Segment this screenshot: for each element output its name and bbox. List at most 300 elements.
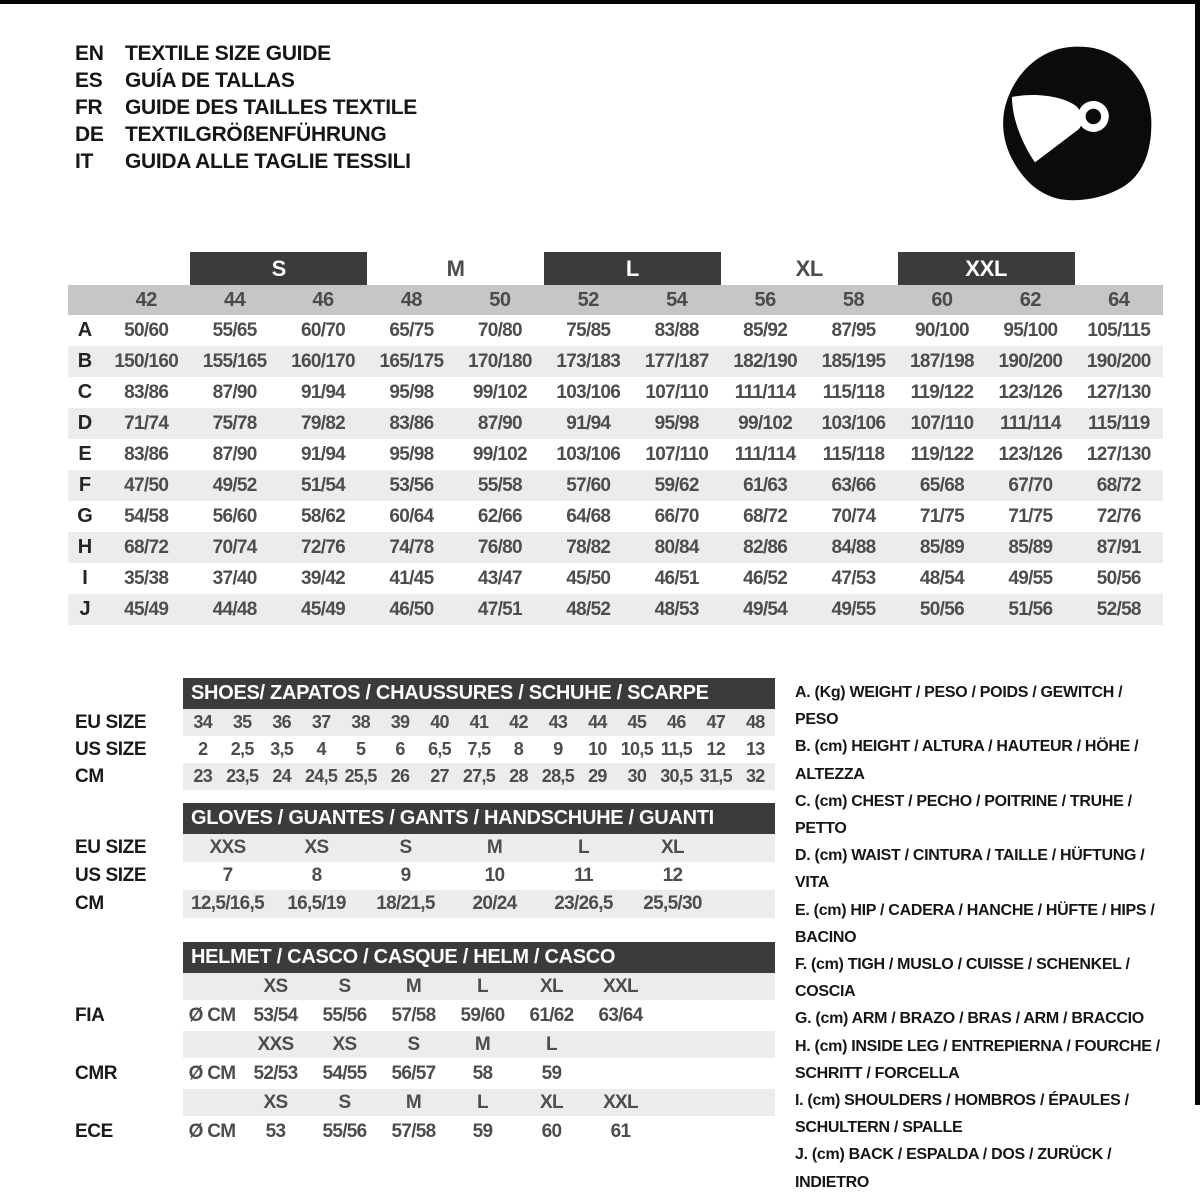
- measurement-value: 79/82: [301, 412, 346, 434]
- measurement-value: 150/160: [114, 350, 179, 372]
- size-value: 28: [509, 766, 528, 786]
- size-value: 6: [395, 739, 405, 759]
- legend-item: J. (cm) BACK / ESPALDA / DOS / ZURÜCK / INDIETRO: [795, 1146, 1112, 1191]
- measurement-value: 177/187: [644, 350, 709, 372]
- size-column-header: 50: [489, 288, 511, 311]
- measurement-value: 123/126: [998, 381, 1063, 403]
- measurement-value: 74/78: [389, 536, 434, 558]
- size-value: 12: [706, 739, 726, 759]
- measurement-value: 99/102: [472, 381, 527, 403]
- measurement-value: 51/54: [301, 474, 346, 496]
- helmet-size-label: M: [474, 1033, 491, 1055]
- helmet-size-label: L: [477, 975, 488, 997]
- measurement-value: 50/56: [1096, 567, 1141, 589]
- shoes-row: [68, 736, 775, 763]
- diameter-unit: Ø CM: [188, 1062, 236, 1084]
- gloves-row: [68, 834, 775, 862]
- shoes-title-bar: SHOES/ ZAPATOS / CHAUSSURES / SCHUHE / SCARPE: [183, 678, 775, 709]
- size-group-header: [68, 252, 1163, 285]
- helmet-value: 59/60: [460, 1004, 505, 1026]
- spacer: [68, 803, 183, 834]
- measurement-value: 72/76: [301, 536, 346, 558]
- size-value: 34: [193, 712, 213, 732]
- measurement-rows: [68, 315, 1163, 625]
- helmet-value: 58: [472, 1062, 493, 1084]
- shoes-values: [183, 709, 775, 736]
- measurement-value: 50/60: [124, 319, 169, 341]
- measurement-value: 83/86: [389, 412, 434, 434]
- measurement-value: 105/115: [1087, 319, 1151, 341]
- size-value: 27,5: [462, 766, 496, 786]
- measurement-value: 68/72: [1096, 474, 1141, 496]
- helmet-values: [183, 1000, 775, 1031]
- row-label: US SIZE: [75, 738, 147, 760]
- measurement-value: 47/50: [124, 474, 169, 496]
- measurement-value: 65/75: [389, 319, 434, 341]
- size-value: 42: [509, 712, 528, 732]
- size-column-header: 60: [931, 288, 953, 311]
- shoes-rows: [68, 709, 775, 790]
- size-value: 10: [484, 865, 505, 886]
- gloves-rows: [68, 834, 775, 918]
- gloves-table: [68, 803, 775, 918]
- helmet-value: 61/62: [529, 1004, 574, 1026]
- helmet-value: 63/64: [598, 1004, 643, 1026]
- legend-item: D. (cm) WAIST / CINTURA / TAILLE / HÜFTUNG / VITA: [795, 847, 1145, 892]
- size-value: 43: [548, 712, 568, 732]
- helmet-size-row-fia: [68, 973, 775, 1000]
- size-value: M: [486, 837, 503, 858]
- measurement-value: 48/54: [919, 567, 964, 589]
- helmet-size-label: S: [338, 1091, 351, 1113]
- gloves-values: [183, 862, 775, 890]
- size-value: 13: [745, 739, 765, 759]
- measurement-value: 107/110: [645, 381, 709, 403]
- measurement-value: 111/114: [734, 381, 796, 403]
- helmet-size-label: M: [405, 1091, 422, 1113]
- size-value: 27: [430, 766, 449, 786]
- gloves-values: [183, 834, 775, 862]
- measurement-row-c: [68, 377, 1163, 408]
- measurement-value: 61/63: [743, 474, 788, 496]
- measurement-value: 45/50: [566, 567, 611, 589]
- helmet-size-labels: [183, 1089, 775, 1116]
- measurement-value: 75/78: [212, 412, 257, 434]
- size-value: 32: [745, 766, 765, 786]
- measurement-value: 84/88: [831, 536, 876, 558]
- measurement-row-i: [68, 563, 1163, 594]
- measurement-value: 68/72: [124, 536, 169, 558]
- measurement-value: 155/165: [202, 350, 267, 372]
- size-column-header: 58: [842, 288, 865, 311]
- measurement-value: 62/66: [477, 505, 522, 527]
- measurement-value: 190/200: [1086, 350, 1151, 372]
- measurement-value: 123/126: [998, 443, 1063, 465]
- language-row: [75, 94, 417, 121]
- size-value: 11,5: [660, 739, 692, 759]
- language-row: [75, 148, 417, 175]
- measurement-value: 60/70: [301, 319, 346, 341]
- language-row: [75, 121, 417, 148]
- measurement-row-a: [68, 315, 1163, 346]
- size-value: 45: [627, 712, 647, 732]
- size-value: XL: [661, 837, 684, 858]
- size-group-s: S: [190, 252, 367, 285]
- size-value: 5: [355, 739, 366, 759]
- row-letter: D: [77, 412, 93, 434]
- measurement-value: 47/51: [477, 598, 522, 620]
- language-title: TEXTILGRÖßENFÜHRUNG: [125, 123, 387, 146]
- row-label: CM: [75, 893, 104, 914]
- size-value: 12,5/16,5: [191, 893, 264, 914]
- language-title: GUIDE DES TAILLES TEXTILE: [125, 96, 417, 119]
- measurement-value: 83/86: [124, 443, 169, 465]
- size-group-xl: XL: [795, 255, 824, 281]
- measurement-value: 55/58: [477, 474, 522, 496]
- measurement-value: 37/40: [212, 567, 257, 589]
- shoes-table: [68, 678, 775, 790]
- measurement-row-f: [68, 470, 1163, 501]
- helmet-size-label: XS: [263, 975, 288, 997]
- size-column-header: 56: [754, 288, 776, 311]
- measurement-value: 87/90: [477, 412, 522, 434]
- language-code: IT: [75, 150, 94, 173]
- measurement-value: 68/72: [743, 505, 788, 527]
- helmet-size-label: S: [407, 1033, 420, 1055]
- measurement-value: 85/89: [919, 536, 964, 558]
- measurement-value: 99/102: [472, 443, 527, 465]
- measurement-value: 71/74: [124, 412, 169, 434]
- row-letter: E: [78, 443, 92, 465]
- header: [0, 0, 1200, 212]
- helmet-value: 61: [610, 1120, 631, 1142]
- measurement-value: 83/86: [124, 381, 169, 403]
- row-label: US SIZE: [75, 865, 147, 886]
- helmet-size-label: XL: [540, 1091, 563, 1113]
- size-value: 25,5/30: [643, 893, 702, 914]
- measurement-value: 185/195: [821, 350, 886, 372]
- size-value: 44: [588, 712, 607, 732]
- size-value: 39: [390, 712, 410, 732]
- size-value: 24: [272, 766, 291, 786]
- measurement-value: 119/122: [910, 443, 974, 465]
- measurement-value: 87/90: [212, 381, 257, 403]
- textile-size-table: [68, 252, 1163, 625]
- size-value: 18/21,5: [376, 893, 435, 914]
- measurement-value: 43/47: [477, 567, 522, 589]
- helmet-data-row-ece: [68, 1116, 775, 1147]
- row-letter: C: [77, 381, 93, 403]
- size-group-l: L: [544, 252, 721, 285]
- size-group-m: M: [446, 255, 465, 281]
- size-value: 23: [193, 766, 213, 786]
- measurement-legend: [775, 678, 1163, 1196]
- size-value: 6,5: [428, 739, 451, 759]
- measurement-value: 71/75: [919, 505, 964, 527]
- size-value: 40: [430, 712, 449, 732]
- measurement-value: 57/60: [566, 474, 611, 496]
- measurement-value: 107/110: [645, 443, 709, 465]
- language-code: EN: [75, 42, 104, 65]
- helmet-size-label: M: [405, 975, 422, 997]
- measurement-value: 44/48: [212, 598, 257, 620]
- language-code: FR: [75, 96, 103, 119]
- language-row: [75, 67, 417, 94]
- measurement-value: 78/82: [566, 536, 611, 558]
- spacer: [68, 1089, 183, 1116]
- shoes-values: [183, 763, 775, 790]
- size-value: 23,5: [226, 766, 259, 786]
- measurement-row-b: [68, 346, 1163, 377]
- measurement-value: 103/106: [556, 443, 621, 465]
- helmet-size-label: XXL: [603, 1091, 638, 1113]
- spacer: [68, 1031, 183, 1058]
- measurement-value: 45/49: [124, 598, 169, 620]
- helmet-value: 56/57: [391, 1062, 436, 1084]
- measurement-value: 91/94: [301, 381, 346, 403]
- measurement-value: 82/86: [743, 536, 788, 558]
- row-letter: F: [78, 474, 92, 496]
- spacer: [68, 678, 183, 709]
- measurement-value: 47/53: [831, 567, 876, 589]
- size-value: 38: [351, 712, 370, 732]
- measurement-value: 60/64: [389, 505, 434, 527]
- measurement-value: 76/80: [477, 536, 522, 558]
- helmet-values: [183, 1058, 775, 1089]
- gloves-row: [68, 862, 775, 890]
- corner-cell: [68, 285, 102, 315]
- shoes-values: [183, 736, 775, 763]
- empty-cell: [586, 1058, 655, 1089]
- measurement-value: 119/122: [910, 381, 974, 403]
- size-value: 24,5: [305, 766, 338, 786]
- measurement-value: 35/38: [124, 567, 169, 589]
- measurement-value: 59/62: [654, 474, 699, 496]
- row-label: EU SIZE: [75, 837, 147, 858]
- diameter-unit: Ø CM: [188, 1120, 236, 1142]
- row-label: CM: [75, 765, 104, 787]
- size-value: 48: [745, 712, 765, 732]
- measurement-value: 99/102: [738, 412, 793, 434]
- helmet-value: 54/55: [322, 1062, 367, 1084]
- size-value: 35: [232, 712, 252, 732]
- row-letter: I: [82, 567, 88, 589]
- standard-label: ECE: [75, 1120, 113, 1142]
- measurement-value: 87/91: [1096, 536, 1141, 558]
- helmet-value: 59: [541, 1062, 562, 1084]
- legend-item: F. (cm) TIGH / MUSLO / CUISSE / SCHENKEL / COSCIA: [795, 956, 1130, 1001]
- spacer-cell: [183, 1089, 241, 1116]
- helmet-size-label: XXS: [257, 1033, 294, 1055]
- standard-label: FIA: [75, 1004, 105, 1026]
- measurement-row-g: [68, 501, 1163, 532]
- measurement-value: 182/190: [733, 350, 797, 372]
- measurement-value: 46/51: [654, 567, 699, 589]
- language-title: GUÍA DE TALLAS: [125, 69, 295, 92]
- row-letter: A: [77, 319, 93, 341]
- row-letter: H: [77, 536, 93, 558]
- size-value: 4: [316, 739, 326, 759]
- row-letter: J: [79, 598, 91, 620]
- measurement-value: 48/53: [654, 598, 699, 620]
- empty-cell: [586, 1031, 655, 1058]
- helmet-size-row-ece: [68, 1089, 775, 1116]
- legend-item: H. (cm) INSIDE LEG / ENTREPIERNA / FOURCHE / SCHRITT / FORCELLA: [795, 1037, 1160, 1082]
- size-value: 29: [588, 766, 607, 786]
- measurement-row-h: [68, 532, 1163, 563]
- helmet-value: 53: [265, 1120, 286, 1142]
- bottom-section: [68, 678, 1163, 1196]
- shoes-row: [68, 709, 775, 736]
- measurement-value: 111/114: [1000, 412, 1061, 434]
- size-value: 26: [390, 766, 410, 786]
- size-column-header: 44: [223, 288, 246, 311]
- measurement-row-e: [68, 439, 1163, 470]
- helmet-value: 52/53: [253, 1062, 298, 1084]
- helmet-size-label: XXL: [603, 975, 638, 997]
- photo-edge-top: [0, 0, 1200, 4]
- measurement-value: 103/106: [821, 412, 886, 434]
- gloves-row: [68, 890, 775, 918]
- measurement-value: 83/88: [654, 319, 699, 341]
- size-value: 2: [198, 739, 208, 759]
- measurement-value: 173/183: [556, 350, 621, 372]
- row-letter: B: [77, 350, 93, 372]
- size-value: 11: [574, 865, 593, 886]
- language-title: TEXTILE SIZE GUIDE: [125, 42, 331, 65]
- measurement-value: 66/70: [654, 505, 699, 527]
- spacer-cell: [183, 973, 241, 1000]
- size-value: L: [578, 837, 589, 858]
- measurement-value: 115/118: [822, 381, 885, 403]
- measurement-value: 170/180: [467, 350, 532, 372]
- size-value: 46: [667, 712, 686, 732]
- measurement-value: 111/114: [734, 443, 796, 465]
- legend-item: C. (cm) CHEST / PECHO / POITRINE / TRUHE / PETTO: [795, 792, 1132, 838]
- size-value: 37: [311, 712, 331, 732]
- measurement-value: 55/65: [212, 319, 257, 341]
- measurement-value: 53/56: [389, 474, 434, 496]
- measurement-value: 115/118: [822, 443, 885, 465]
- size-value: 30,5: [660, 766, 693, 786]
- language-title: GUIDA ALLE TAGLIE TESSILI: [125, 150, 411, 173]
- size-column-header: 46: [312, 288, 334, 311]
- size-value: 7: [222, 865, 233, 886]
- measurement-value: 58/62: [301, 505, 346, 527]
- helmet-size-labels: [183, 973, 775, 1000]
- measurement-value: 187/198: [910, 350, 974, 372]
- measurement-value: 49/55: [831, 598, 876, 620]
- size-value: 47: [706, 712, 726, 732]
- measurement-value: 41/45: [389, 567, 434, 589]
- racing-helmet-icon: [986, 36, 1162, 208]
- size-value: 16,5/19: [287, 893, 346, 914]
- size-value: 9: [400, 865, 411, 886]
- gloves-values: [183, 890, 775, 918]
- measurement-row-d: [68, 408, 1163, 439]
- measurement-value: 80/84: [654, 536, 699, 558]
- size-value: 31,5: [699, 766, 732, 786]
- legend-item: E. (cm) HIP / CADERA / HANCHE / HÜFTE / HIPS / BACINO: [795, 901, 1155, 946]
- measurement-value: 103/106: [556, 381, 621, 403]
- size-group-xxl: XXL: [898, 252, 1075, 285]
- size-value: 3,5: [270, 739, 294, 759]
- accessory-tables: [68, 678, 775, 1147]
- helmet-value: 59: [472, 1120, 493, 1142]
- size-value: 36: [272, 712, 291, 732]
- measurement-value: 115/119: [1087, 412, 1150, 434]
- measurement-value: 95/98: [389, 443, 434, 465]
- measurement-value: 85/89: [1008, 536, 1053, 558]
- helmet-size-label: XS: [332, 1033, 357, 1055]
- size-column-header: 42: [135, 288, 157, 311]
- row-label: EU SIZE: [75, 711, 147, 733]
- spacer-cell: [183, 1031, 241, 1058]
- measurement-value: 54/58: [124, 505, 169, 527]
- row-letter: G: [77, 505, 93, 527]
- legend-item: A. (Kg) WEIGHT / PESO / POIDS / GEWITCH / PESO: [795, 684, 1123, 729]
- helmet-value: 57/58: [391, 1120, 436, 1142]
- measurement-value: 87/90: [212, 443, 257, 465]
- measurement-value: 87/95: [831, 319, 876, 341]
- measurement-row-j: [68, 594, 1163, 625]
- gloves-title-bar: GLOVES / GUANTES / GANTS / HANDSCHUHE / GUANTI: [183, 803, 775, 834]
- size-column-header: 62: [1019, 288, 1041, 311]
- size-number-header: [68, 285, 1163, 315]
- size-value: 8: [311, 865, 322, 886]
- helmet-table: [68, 942, 775, 1147]
- legend-item: B. (cm) HEIGHT / ALTURA / HAUTEUR / HÖHE / ALTEZZA: [795, 738, 1139, 783]
- size-value: 30: [627, 766, 647, 786]
- measurement-value: 165/175: [379, 350, 444, 372]
- size-value: 25,5: [344, 766, 377, 786]
- helmet-value: 60: [541, 1120, 562, 1142]
- size-value: S: [399, 837, 412, 858]
- helmet-values: [183, 1116, 775, 1147]
- measurement-value: 127/130: [1086, 381, 1151, 403]
- measurement-value: 71/75: [1008, 505, 1053, 527]
- spacer: [68, 942, 183, 973]
- measurement-value: 72/76: [1096, 505, 1141, 527]
- measurement-value: 95/98: [654, 412, 699, 434]
- helmet-rows: [68, 973, 775, 1147]
- measurement-value: 65/68: [919, 474, 964, 496]
- size-value: 8: [513, 739, 524, 759]
- measurement-value: 63/66: [831, 474, 876, 496]
- size-value: 2,5: [230, 739, 254, 759]
- measurement-value: 75/85: [566, 319, 611, 341]
- helmet-title-bar: HELMET / CASCO / CASQUE / HELM / CASCO: [183, 942, 775, 973]
- size-value: 41: [469, 712, 489, 732]
- size-value: 9: [553, 739, 563, 759]
- size-column-header: 48: [400, 288, 423, 311]
- size-column-header: 52: [577, 288, 599, 311]
- measurement-value: 107/110: [910, 412, 974, 434]
- size-value: 10: [588, 739, 607, 759]
- size-value: 10,5: [620, 739, 653, 759]
- measurement-value: 46/50: [389, 598, 434, 620]
- measurement-value: 49/54: [743, 598, 788, 620]
- measurement-value: 70/80: [477, 319, 522, 341]
- language-list: [75, 40, 417, 175]
- measurement-value: 85/92: [743, 319, 788, 341]
- measurement-value: 64/68: [566, 505, 611, 527]
- helmet-value: 55/56: [322, 1004, 367, 1026]
- helmet-value: 57/58: [391, 1004, 436, 1026]
- spacer: [68, 973, 183, 1000]
- helmet-value: 53/54: [253, 1004, 298, 1026]
- helmet-size-label: L: [546, 1033, 557, 1055]
